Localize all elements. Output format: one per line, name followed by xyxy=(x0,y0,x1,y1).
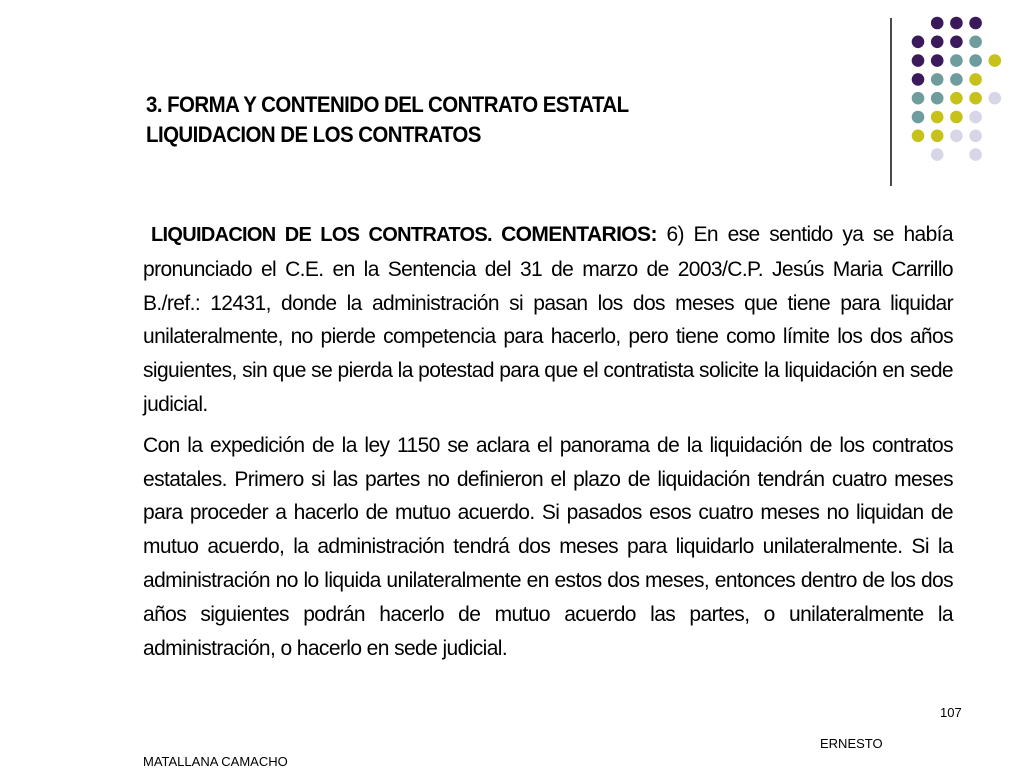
paragraph-2: Con la expedición de la ley 1150 se aclara el panorama de la liquidación de los contratos estatales. Primero si las partes no definieron el plazo de liquidación tendrán cuatro meses para proceder a hacerlo de mutuo acuerdo. Si pasados esos cuatro meses no liquidan de mutuo acuerdo, la administración tendrá dos meses para liquidarlo unilateralmente. Si la administración no lo liquida unilateralmente en estos dos meses, entonces dentro de los dos años siguientes podrán hacerlo de mutuo acuerdo las partes, o unilateralmente la administración, o hacerlo en sede judicial. xyxy=(143,433,953,660)
decorative-dot xyxy=(931,54,944,67)
decorative-dot xyxy=(969,130,982,143)
decorative-dot xyxy=(950,54,963,67)
author-last-name: MATALLANA CAMACHO xyxy=(143,754,288,769)
decorative-dot xyxy=(950,111,963,124)
decorative-dot xyxy=(912,36,925,49)
decorative-dot xyxy=(950,17,963,30)
decorative-dot xyxy=(931,36,944,49)
decorative-dot xyxy=(950,36,963,49)
decorative-dot xyxy=(969,92,982,105)
decorative-dot xyxy=(989,54,1002,67)
decorative-dot xyxy=(969,36,982,49)
paragraph-1-lead: LIQUIDACION DE LOS CONTRATOS. xyxy=(151,224,502,246)
decorative-dot xyxy=(912,73,925,86)
decorative-dot xyxy=(931,73,944,86)
decorative-dot xyxy=(989,92,1002,105)
page-number: 107 xyxy=(940,705,962,720)
decorative-dot xyxy=(931,148,944,161)
decorative-dot xyxy=(931,111,944,124)
title-line-1: 3. FORMA Y CONTENIDO DEL CONTRATO ESTATAL xyxy=(146,92,629,117)
decorative-dot xyxy=(912,92,925,105)
decorative-dot xyxy=(969,17,982,30)
decorative-dot xyxy=(969,148,982,161)
paragraph-1 xyxy=(143,218,953,422)
title-line-2: LIQUIDACION DE LOS CONTRATOS xyxy=(146,122,481,147)
paragraph-1-lead-comentarios: COMENTARIOS: xyxy=(501,223,657,246)
decorative-dot xyxy=(912,54,925,67)
author-first-name: ERNESTO xyxy=(820,736,883,751)
decorative-dot xyxy=(969,54,982,67)
decorative-dot xyxy=(931,130,944,143)
decorative-dot xyxy=(950,73,963,86)
decorative-dot xyxy=(912,111,925,124)
decorative-dot xyxy=(950,92,963,105)
slide-body xyxy=(143,218,953,665)
slide-title xyxy=(146,90,816,150)
vertical-divider-line xyxy=(890,18,892,186)
decorative-dot xyxy=(969,73,982,86)
decorative-dot xyxy=(950,130,963,143)
decorative-dot xyxy=(931,92,944,105)
decorative-dot xyxy=(912,130,925,143)
decorative-dot xyxy=(931,17,944,30)
decorative-dot xyxy=(969,111,982,124)
paragraph-1-text: 6) En ese sentido ya se había pronunciado el C.E. en la Sentencia del 31 de marzo de 2003/C.P. Jesús Maria Carrillo B./ref.: 12431, donde la administración si pasan los dos meses que tiene para liquidar unilateralmente, no pierde competencia para hacerlo, pero tiene como límite los dos años siguientes, sin que se pierda la potestad para que el contratista solicite la liquidación en sede judicial. xyxy=(143,223,953,416)
